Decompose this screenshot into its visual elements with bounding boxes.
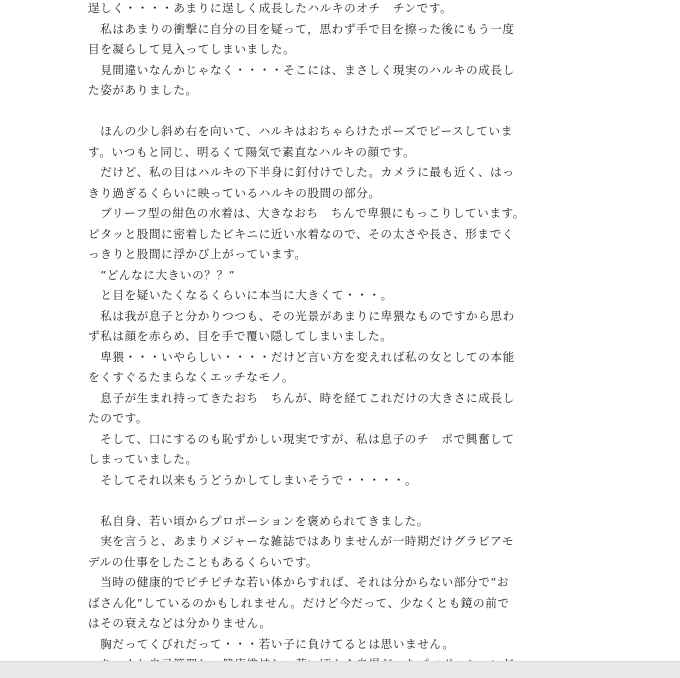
text-line: たのです。 bbox=[88, 411, 149, 425]
text-line: きり過ぎるくらいに映っているハルキの股間の部分。 bbox=[88, 185, 381, 200]
blank-line bbox=[88, 490, 538, 511]
text-line: をくすぐるたまらなくエッチなモノ。 bbox=[88, 370, 295, 384]
text-line: 逞しく・・・・あまりに逞しく成長したハルキのオチ チンです。 bbox=[88, 1, 453, 15]
text-line: た姿がありました。 bbox=[88, 83, 198, 97]
bottom-scroll-bar[interactable] bbox=[0, 661, 680, 678]
text-line: ばさん化”しているのかもしれません。だけど今だって、少なくとも鏡の前で bbox=[88, 595, 510, 610]
text-line: 私はあまりの衝撃に自分の目を疑って，思わず手で目を擦った後にもう一度 bbox=[88, 21, 515, 36]
text-line: 実を言うと、あまりメジャーな雑誌ではありませんが一時期だけグラビアモ bbox=[88, 534, 515, 548]
text-line: ず私は顔を赤らめ、目を手で覆い隠してしまいました。 bbox=[88, 329, 393, 343]
text-line: と目を疑いたくなるくらいに本当に大きくて・・・。 bbox=[88, 288, 393, 302]
text-line: “どんなに大きいの？？” bbox=[88, 267, 236, 282]
text-line: 当時の健康的でピチピチな若い体からすれば、それは分からない部分で“お bbox=[88, 575, 510, 589]
text-line: 息子が生まれ持ってきたおち ちんが、時を経てこれだけの大きさに成長し bbox=[88, 390, 515, 405]
text-line: デルの仕事をしたこともあるくらいです。 bbox=[88, 554, 319, 569]
document-body bbox=[88, 0, 538, 675]
text-line: っきりと股間に浮かび上がっています。 bbox=[88, 247, 307, 261]
blank-line bbox=[88, 101, 538, 122]
text-line: 卑猥・・・いやらしい・・・・だけど言い方を変えれば私の女としての本能 bbox=[88, 349, 515, 364]
text-line: ほんの少し斜め右を向いて、ハルキはおちゃらけたポーズでピースしていま bbox=[88, 124, 513, 138]
text-line: そしてそれ以来もうどうかしてしまいそうで・・・・・。 bbox=[88, 472, 418, 487]
text-line: 見間違いなんかじゃなく・・・・そこには、まさしく現実のハルキの成長し bbox=[88, 62, 515, 77]
text-line: しまっていました。 bbox=[88, 452, 198, 466]
text-line: ピタッと股間に密着したビキニに近い水着なので、その太さや長さ、形までく bbox=[88, 226, 515, 241]
text-line: はその衰えなどは分かりません。 bbox=[88, 616, 272, 630]
text-line: ブリーフ型の紺色の水着は、大きなおち ちんで卑猥にもっこりしています。 bbox=[88, 206, 526, 220]
text-line: そして、口にするのも恥ずかしい現実ですが、私は息子のチ ポで興奮して bbox=[88, 431, 515, 446]
text-line: 胸だってくびれだって・・・若い子に負けてるとは思いません。 bbox=[88, 636, 455, 651]
text-line: 私は我が息子と分かりつつも、その光景があまりに卑猥なものですから思わ bbox=[88, 308, 515, 323]
text-line: だけど、私の目はハルキの下半身に釘付けでした。カメラに最も近く、はっ bbox=[88, 165, 515, 179]
text-line: す。いつもと同じ、明るくて陽気で素直なハルキの顔です。 bbox=[88, 144, 416, 159]
text-line: 私自身、若い頃からプロポーションを褒められてきました。 bbox=[88, 513, 429, 528]
text-line: 目を凝らして見入ってしまいました。 bbox=[88, 42, 296, 56]
